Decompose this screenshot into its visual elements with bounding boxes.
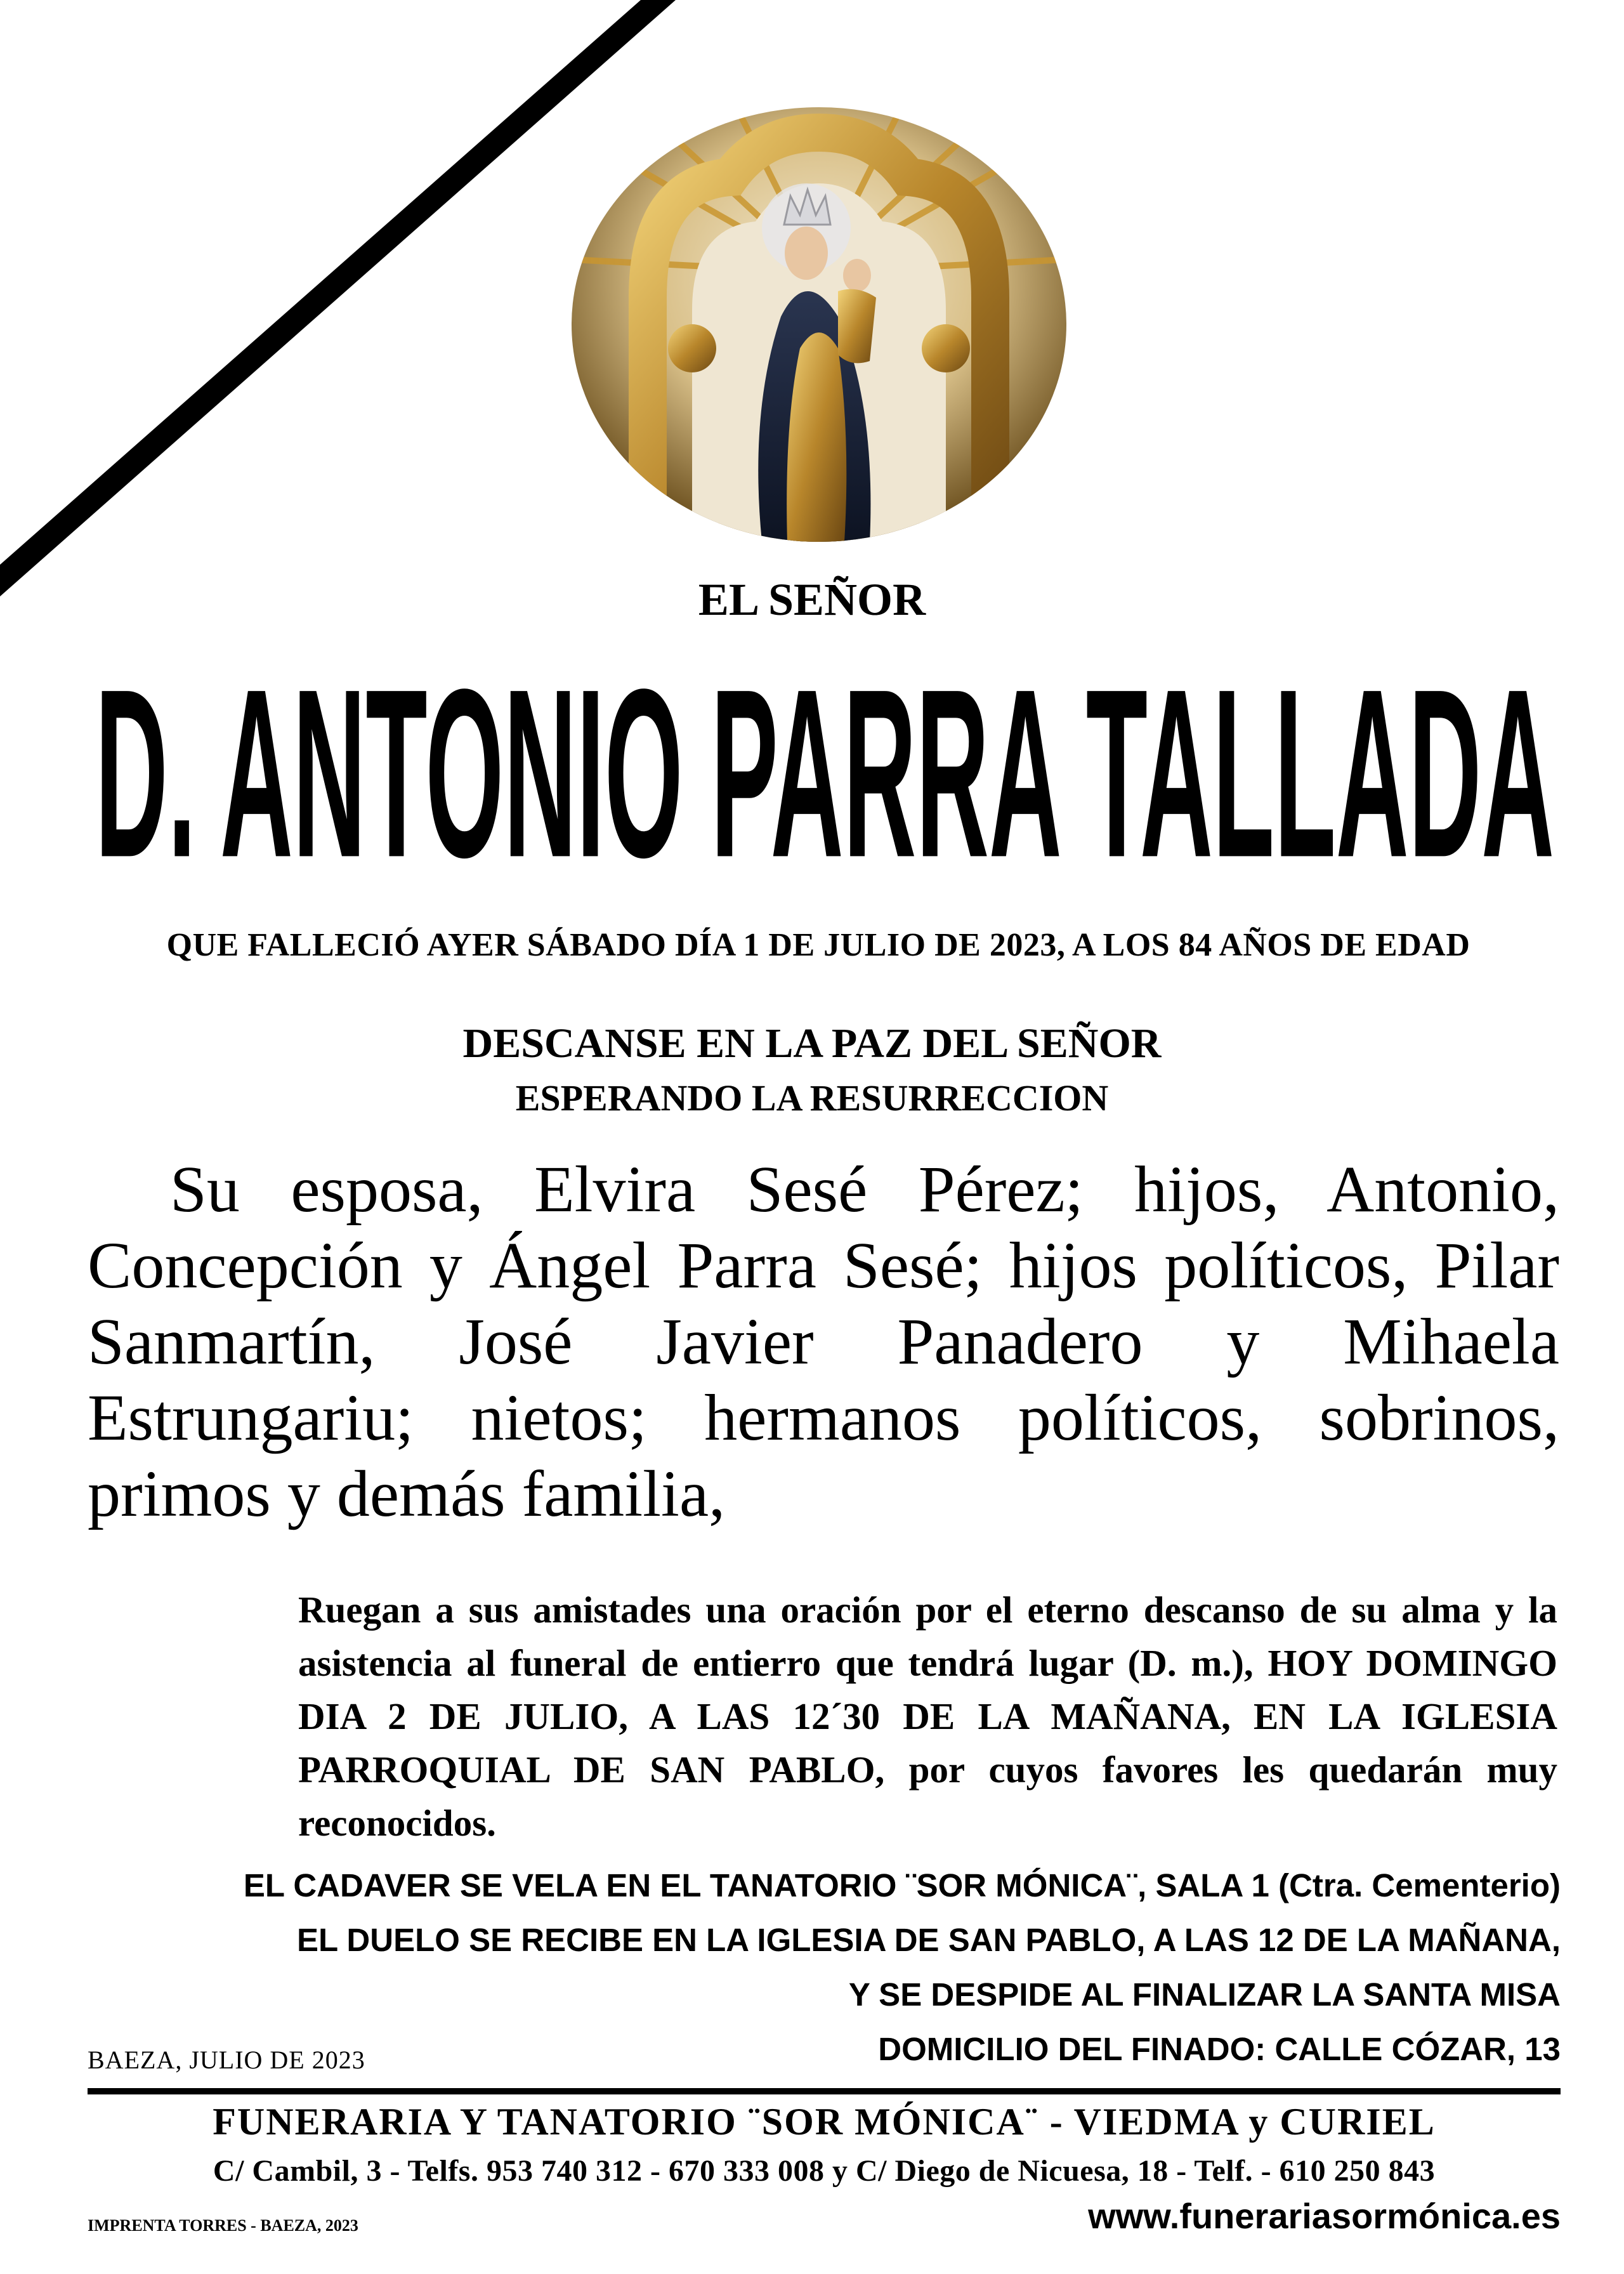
funeral-home-website[interactable]: www.funerariasormónica.es <box>1088 2196 1561 2236</box>
deceased-address-line: DOMICILIO DEL FINADO: CALLE CÓZAR, 13 <box>878 2031 1561 2067</box>
honorific-heading: EL SEÑOR <box>698 574 926 625</box>
printer-credit: IMPRENTA TORRES - BAEZA, 2023 <box>88 2216 358 2235</box>
funeral-home-name: FUNERARIA Y TANATORIO ¨SOR MÓNICA¨ - VIEDMA y CURIEL <box>213 2101 1436 2143</box>
resurrection-line: ESPERANDO LA RESURRECCION <box>515 1077 1109 1119</box>
mourning-reception-line: EL DUELO SE RECIBE EN LA IGLESIA DE SAN PABLO, A LAS 12 DE LA MAÑANA, <box>296 1922 1561 1958</box>
funeral-request-paragraph <box>298 1583 1557 1850</box>
family-paragraph <box>88 1152 1559 1532</box>
funeral-home-address: C/ Cambil, 3 - Telfs. 953 740 312 - 670 333 008 y C/ Diego de Nicuesa, 18 - Telf. - 610 250 843 <box>213 2154 1436 2188</box>
deceased-name <box>95 644 1554 917</box>
place-and-date: BAEZA, JULIO DE 2023 <box>88 2046 365 2074</box>
family-text: Su esposa, Elvira Sesé Pérez; hijos, Antonio, Concepción y Ángel Parra Sesé; hijos políticos, Pilar Sanmartín, José Javier Panadero y Mihaela Estrungariu; nietos; hermanos políticos, sobrinos, primos y demás familia, <box>88 1153 1559 1530</box>
deceased-name-text: D. ANTONIO PARRA TALLADA <box>95 644 1554 907</box>
farewell-line: Y SE DESPIDE AL FINALIZAR LA SANTA MISA <box>848 1976 1561 2013</box>
death-notice: QUE FALLECIÓ AYER SÁBADO DÍA 1 DE JULIO DE 2023, A LOS 84 AÑOS DE EDAD <box>166 927 1470 963</box>
virgin-and-child-illustration <box>572 107 1066 542</box>
religious-portrait-image <box>572 107 1066 542</box>
footer-divider <box>88 2088 1561 2094</box>
funeral-request-text: Ruegan a sus amistades una oración por el eterno descanso de su alma y la asistencia al funeral de entierro que tendrá lugar (D. m.), HOY DOMINGO DIA 2 DE JULIO, A LAS 12´30 DE LA MAÑANA, EN LA IGLESIA PARROQUIAL DE SAN PABLO, por cuyos favores les quedarán muy reconocidos. <box>298 1589 1557 1844</box>
rest-in-peace-line: DESCANSE EN LA PAZ DEL SEÑOR <box>462 1020 1162 1067</box>
wake-location-line: EL CADAVER SE VELA EN EL TANATORIO ¨SOR MÓNICA¨, SALA 1 (Ctra. Cementerio) <box>243 1867 1561 1903</box>
